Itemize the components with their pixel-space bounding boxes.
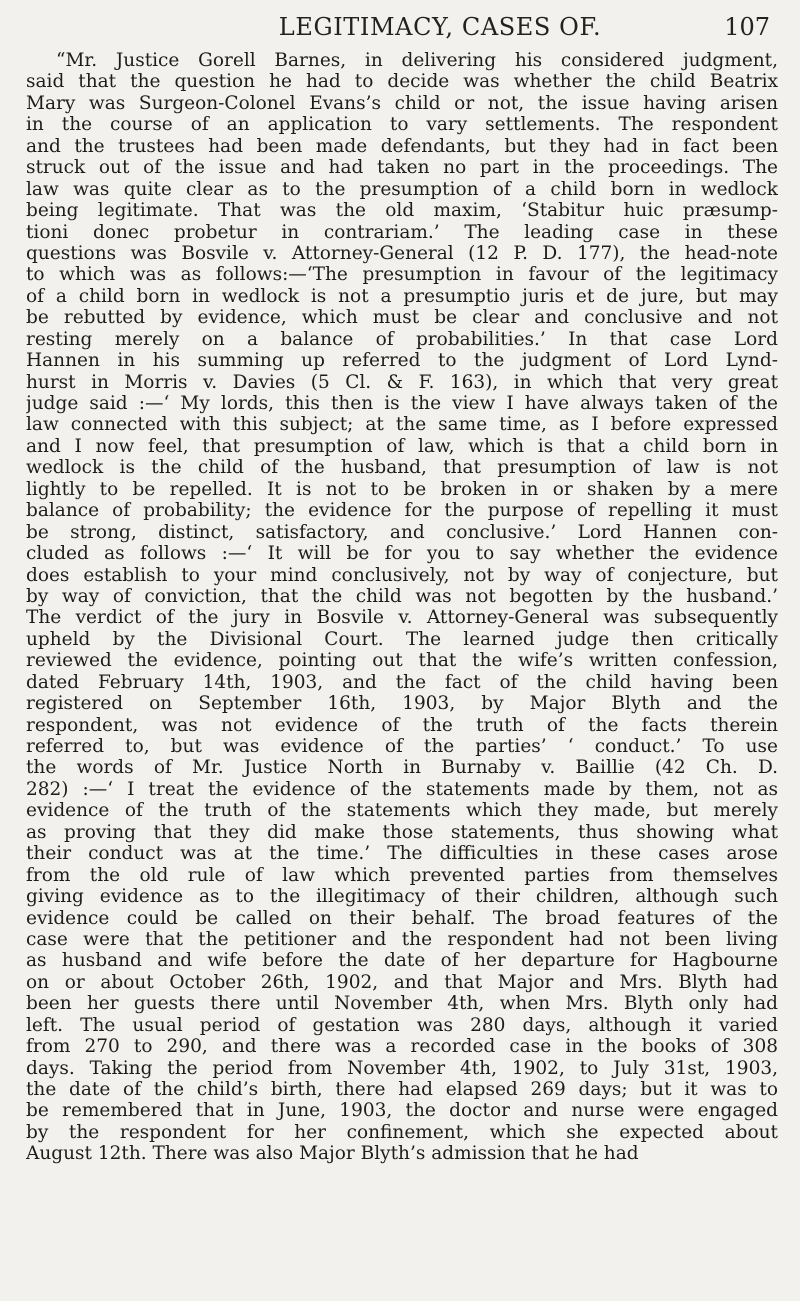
text-line: from the old rule of law which prevented parties from themselves [26, 864, 778, 886]
text-line: by the respondent for her confinement, which she expected about [26, 1121, 778, 1143]
text-line: days. Taking the period from November 4th, 1902, to July 31st, 1903, [26, 1057, 778, 1079]
text-line: the words of Mr. Justice North in Burnaby v. Baillie (42 Ch. D. [26, 757, 778, 779]
running-head [0, 10, 800, 42]
text-line: referred to, but was evidence of the parties’ ‘ conduct.’ To use [26, 736, 778, 757]
text-line: of a child born in wedlock is not a presumptio juris et de jure, but may [26, 285, 778, 307]
text-line: hurst in Morris v. Davies (5 Cl. & F. 163), in which that very great [26, 371, 778, 393]
text-line: be strong, distinct, satisfactory, and conclusive.’ Lord Hannen con- [26, 521, 778, 543]
text-line: said that the question he had to decide was whether the child Beatrix [26, 71, 778, 93]
text-line: cluded as follows :—‘ It will be for you to say whether the evidence [26, 543, 778, 565]
text-line: registered on September 16th, 1903, by Major Blyth and the [26, 693, 778, 715]
text-line: on or about October 26th, 1902, and that Major and Mrs. Blyth had [26, 971, 778, 993]
text-line: upheld by the Divisional Court. The learned judge then critically [26, 628, 778, 650]
text-line: The verdict of the jury in Bosvile v. Attorney-General was subsequently [26, 607, 778, 629]
running-head-title: LEGITIMACY, CASES OF. [278, 13, 602, 41]
text-line: been her guests there until November 4th, when Mrs. Blyth only had [26, 993, 778, 1015]
text-line: be remembered that in June, 1903, the doctor and nurse were engaged [26, 1100, 778, 1122]
text-line: law was quite clear as to the presumption of a child born in wedlock [26, 178, 778, 200]
text-line: from 270 to 290, and there was a recorded case in the books of 308 [26, 1036, 778, 1058]
text-line: 282) :—‘ I treat the evidence of the statements made by them, not as [26, 778, 778, 800]
text-line: as proving that they did make those statements, thus showing what [26, 821, 778, 843]
text-line: be rebutted by evidence, which must be clear and conclusive and not [26, 307, 778, 329]
text-line: lightly to be repelled. It is not to be broken in or shaken by a mere [26, 478, 778, 500]
text-line: by way of conviction, that the child was not begotten by the husband.’ [26, 585, 778, 607]
text-line: August 12th. There was also Major Blyth’s admission that he had [26, 1143, 639, 1165]
text-line: tioni donec probetur in contrariam.’ The leading case in these [26, 221, 778, 243]
text-line: and the trustees had been made defendants, but they had in fact been [26, 135, 778, 157]
text-line: evidence could be called on their behalf. The broad features of the [26, 907, 778, 929]
text-line: “Mr. Justice Gorell Barnes, in delivering his considered judgment, [56, 50, 778, 71]
text-line: left. The usual period of gestation was 280 days, although it varied [26, 1014, 778, 1036]
text-line: in the course of an application to vary settlements. The respondent [26, 114, 778, 136]
text-line: Mary was Surgeon-Colonel Evans’s child or not, the issue having arisen [26, 92, 778, 114]
text-line: evidence of the truth of the statements which they made, but merely [26, 800, 778, 822]
text-line: respondent, was not evidence of the truth of the facts therein [26, 714, 778, 736]
text-line: case were that the petitioner and the respondent had not been living [26, 928, 778, 950]
text-line: struck out of the issue and had taken no part in the proceedings. The [26, 157, 778, 179]
text-line: being legitimate. That was the old maxim, ‘Stabitur huic præsump- [26, 200, 778, 222]
text-line: resting merely on a balance of probabilities.’ In that case Lord [26, 328, 778, 350]
text-line: to which was as follows:—‘The presumption in favour of the legitimacy [26, 264, 778, 286]
text-line: balance of probability; the evidence for the purpose of repelling it must [26, 500, 778, 522]
text-line: the date of the child’s birth, there had elapsed 269 days; but it was to [26, 1079, 778, 1100]
text-line: their conduct was at the time.’ The difficulties in these cases arose [26, 843, 778, 865]
text-line: reviewed the evidence, pointing out that the wife’s written confession, [26, 650, 778, 672]
text-line: giving evidence as to the illegitimacy of their children, although such [26, 886, 778, 908]
text-line: and I now feel, that presumption of law, which is that a child born in [26, 435, 778, 457]
text-line: questions was Bosvile v. Attorney-General (12 P. D. 177), the head-note [26, 242, 778, 264]
text-line: wedlock is the child of the husband, that presumption of law is not [26, 457, 778, 479]
text-line: does establish to your mind conclusively, not by way of conjecture, but [26, 564, 778, 586]
text-line: judge said :—‘ My lords, this then is the view I have always taken of the [26, 393, 778, 414]
text-line: law connected with this subject; at the same time, as I before expressed [26, 414, 778, 436]
body-paragraph [26, 50, 778, 1165]
text-line: dated February 14th, 1903, and the fact of the child having been [26, 671, 778, 693]
text-line: as husband and wife before the date of her departure for Hagbourne [26, 950, 778, 972]
page-number: 107 [724, 13, 770, 41]
text-line: Hannen in his summing up referred to the judgment of Lord Lynd- [26, 350, 778, 372]
